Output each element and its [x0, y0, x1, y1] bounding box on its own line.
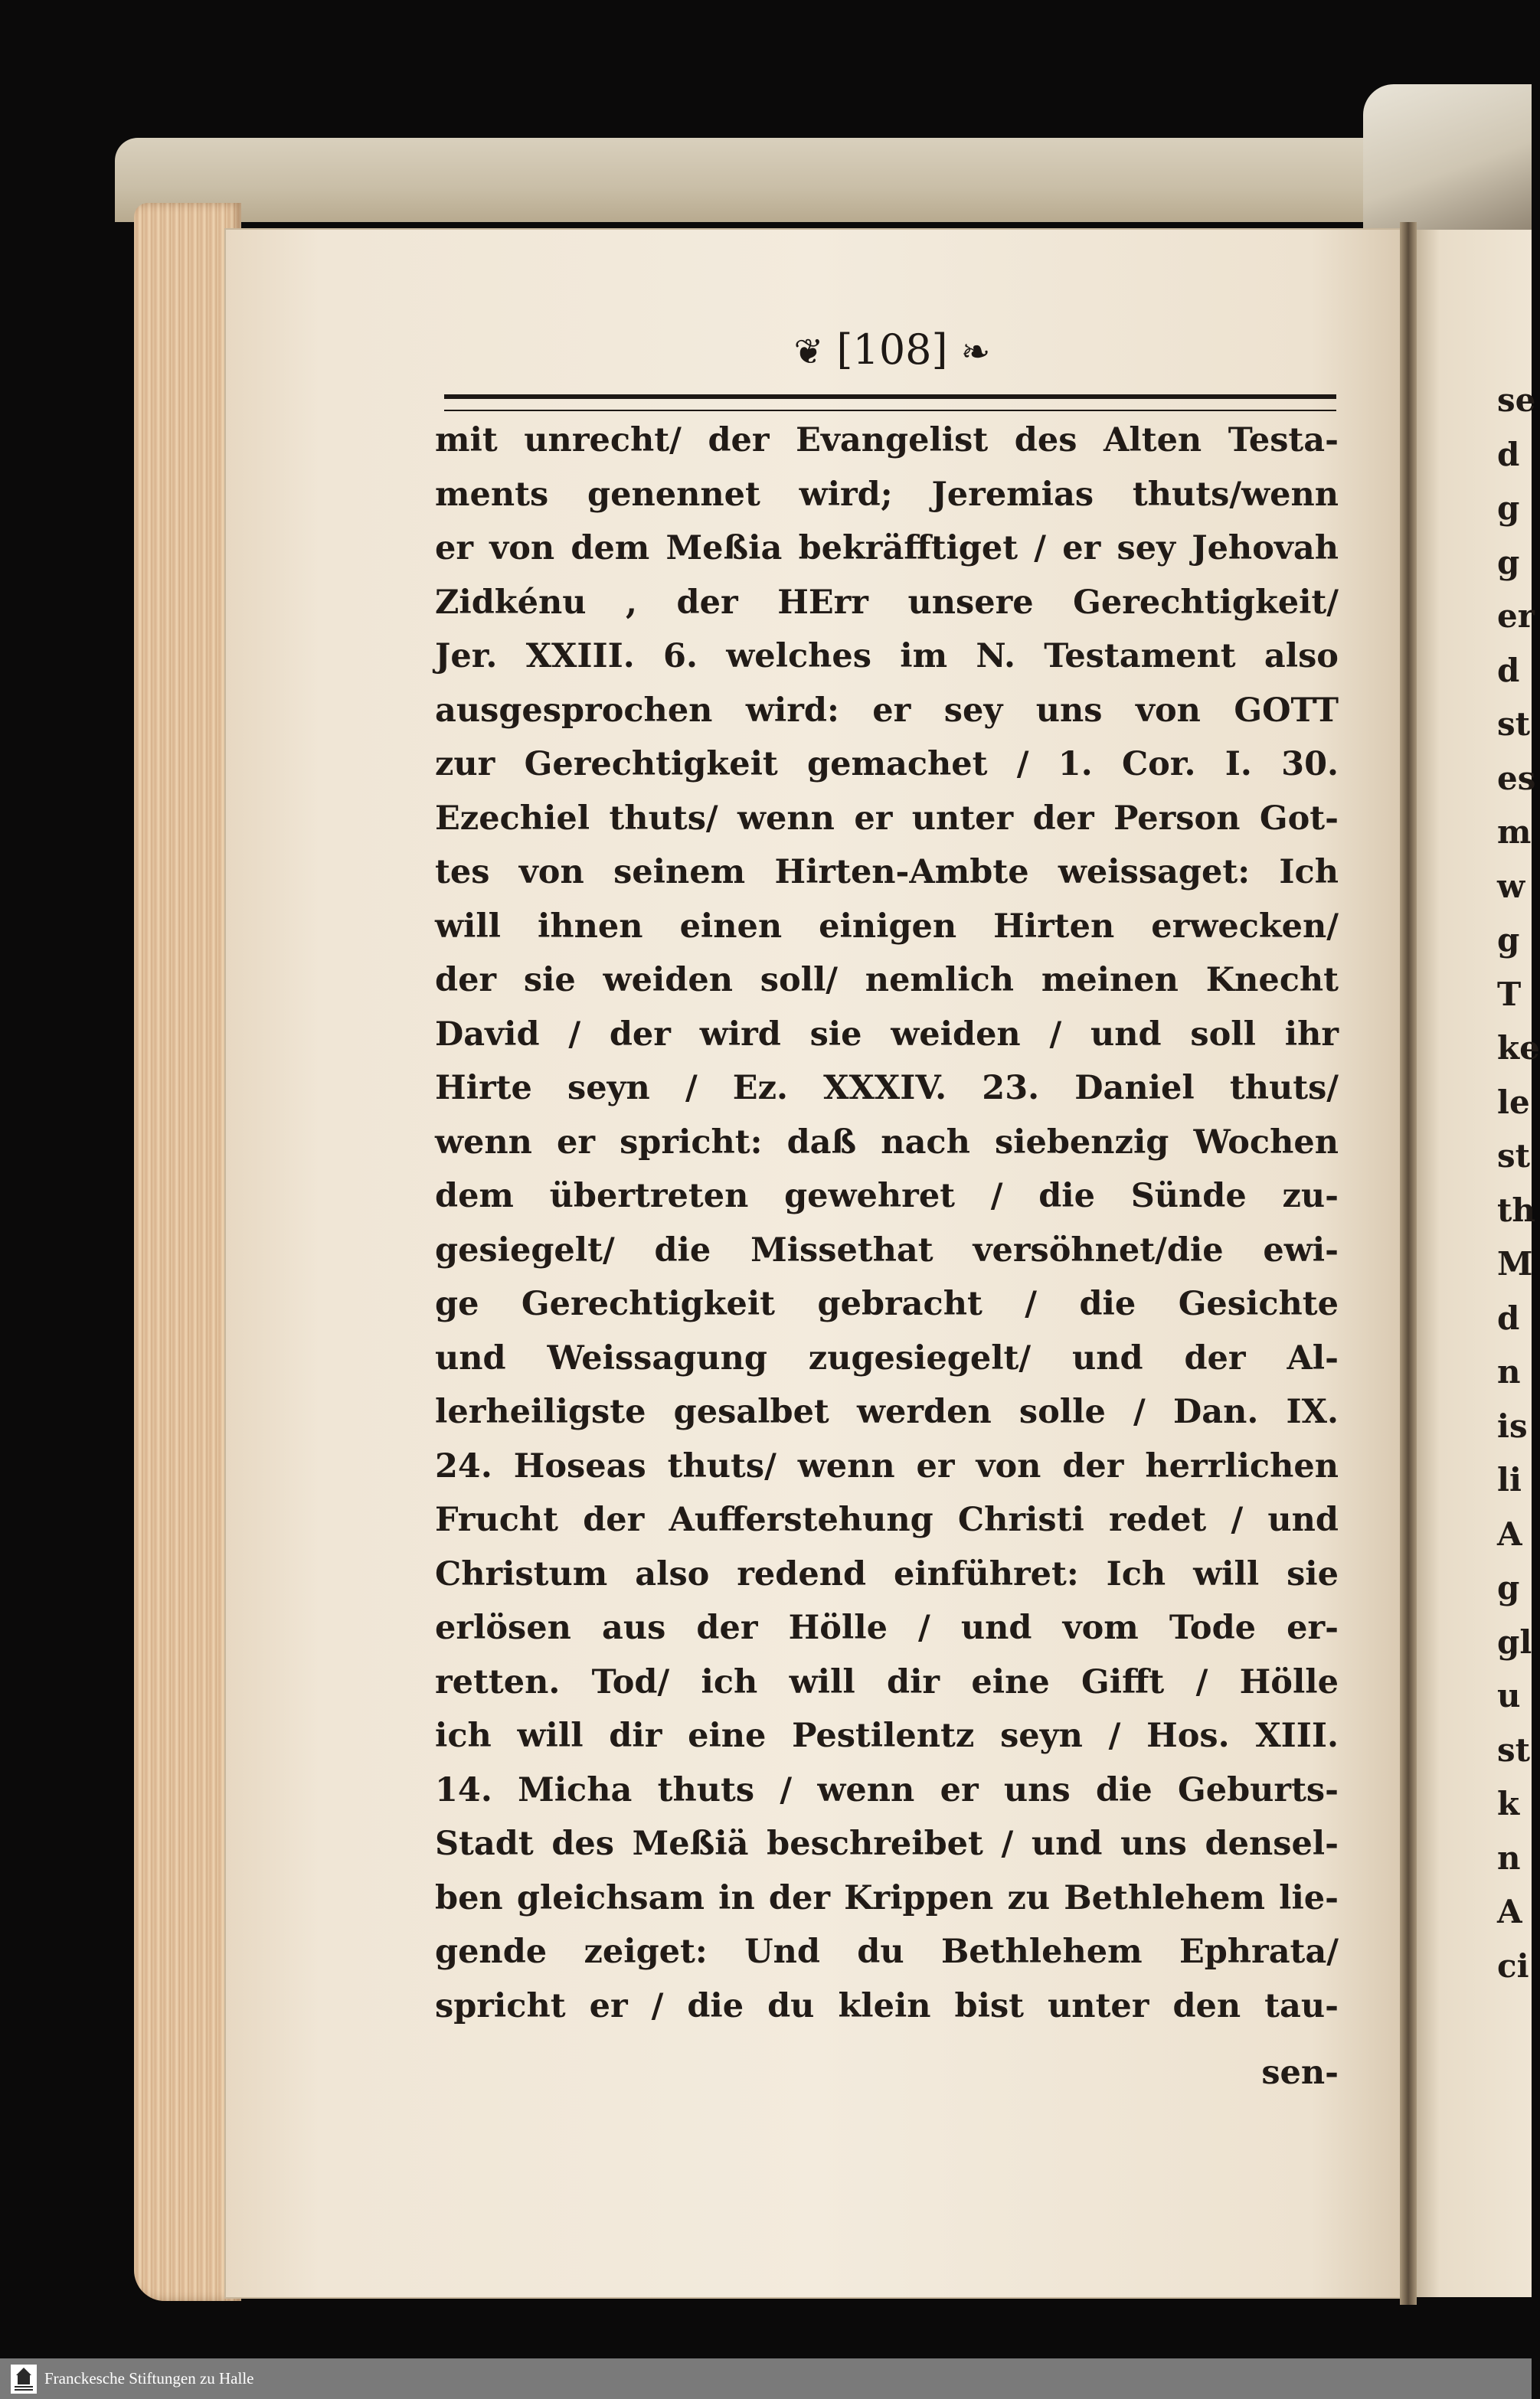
book-gutter [1400, 222, 1417, 2305]
text-line: David / der wird sie weiden / und soll ihr [435, 1015, 1339, 1054]
text-line: gesiegelt/ die Missethat versöhnet/die ewi- [435, 1231, 1339, 1270]
facing-fragment: g [1497, 543, 1520, 581]
facing-fragment: n [1497, 1838, 1521, 1877]
facing-fragment: li [1497, 1461, 1522, 1499]
facing-fragment: es [1497, 759, 1536, 797]
facing-fragment: A [1497, 1893, 1522, 1930]
facing-fragment: ci [1497, 1946, 1529, 1985]
text-line: wenn er spricht: daß nach siebenzig Wochen [435, 1123, 1339, 1162]
catchword: sen- [1261, 2054, 1339, 2092]
page-header [766, 325, 1018, 379]
facing-fragment: se [1497, 381, 1536, 419]
facing-fragment: le [1497, 1083, 1530, 1121]
text-line: und Weissagung zugesiegelt/ und der Al- [435, 1338, 1339, 1378]
facing-fragment: g [1497, 921, 1520, 959]
text-line: lerheiligste gesalbet werden solle / Dan. IX. [435, 1393, 1339, 1431]
facing-fragment: th [1497, 1191, 1535, 1229]
facing-fragment: ke [1497, 1029, 1540, 1067]
text-line: Stadt des Meßiä beschreibet / und uns densel- [435, 1825, 1339, 1863]
facing-fragment: u [1497, 1677, 1521, 1714]
facing-page-text [1497, 374, 1540, 1993]
facing-fragment: k [1497, 1785, 1520, 1822]
facing-fragment: st [1497, 1731, 1531, 1769]
text-line: ich will dir eine Pestilentz seyn / Hos. XIII. [435, 1717, 1339, 1755]
text-line: er von dem Meßia bekräfftiget / er sey Jehovah [435, 529, 1339, 567]
facing-fragment: d [1497, 651, 1520, 689]
text-line: retten. Tod/ ich will dir eine Gifft / Hölle [435, 1662, 1339, 1701]
institution-logo-icon [11, 2365, 37, 2394]
text-line: 24. Hoseas thuts/ wenn er von der herrlichen [435, 1446, 1339, 1485]
text-line: ausgesprochen wird: er sey uns von GOTT [435, 691, 1339, 730]
text-line: spricht er / die du klein bist unter den tau- [435, 1986, 1339, 2025]
text-line: der sie weiden soll/ nemlich meinen Knecht [435, 961, 1339, 999]
text-line: zur Gerechtigkeit gemachet / 1. Cor. I. 30. [435, 745, 1339, 783]
text-line: Jer. XXIII. 6. welches im N. Testament also [435, 637, 1339, 675]
text-line: will ihnen einen einigen Hirten erwecken/ [435, 907, 1339, 946]
facing-fragment: d [1497, 1299, 1520, 1337]
facing-fragment: d [1497, 435, 1520, 473]
footer-credit: Franckesche Stiftungen zu Halle [44, 2369, 254, 2388]
text-line: Christum also redend einführet: Ich will sie [435, 1554, 1339, 1593]
header-rule [444, 394, 1336, 411]
facing-fragment: A [1497, 1515, 1522, 1553]
text-line: Zidkénu , der HErr unsere Gerechtigkeit/ [435, 583, 1339, 622]
text-line: erlösen aus der Hölle / und vom Tode er- [435, 1609, 1339, 1647]
ornament-right-icon: ❧ [960, 331, 991, 372]
text-line: 14. Micha thuts / wenn er uns die Geburts- [435, 1770, 1339, 1809]
text-line: ge Gerechtigkeit gebracht / die Gesichte [435, 1285, 1339, 1323]
text-line: gende zeiget: Und du Bethlehem Ephrata/ [435, 1933, 1339, 1971]
facing-fragment: gl [1497, 1623, 1532, 1661]
facing-fragment: g [1497, 1569, 1520, 1606]
facing-fragment: M [1497, 1245, 1533, 1283]
facing-fragment: T [1497, 975, 1522, 1013]
facing-fragment: n [1497, 1353, 1521, 1391]
footer-bar [0, 2358, 1532, 2399]
ornament-left-icon: ❦ [793, 331, 824, 372]
facing-fragment: is [1497, 1407, 1528, 1445]
facing-fragment: m [1497, 813, 1532, 851]
book-spine-corner [1363, 84, 1532, 237]
text-line: ments genennet wird; Jeremias thuts/wenn [435, 475, 1339, 514]
page-number: [108] [836, 325, 948, 374]
text-line: Hirte seyn / Ez. XXXIV. 23. Daniel thuts/ [435, 1069, 1339, 1107]
text-line: ben gleichsam in der Krippen zu Bethlehem lie- [435, 1878, 1339, 1917]
book-top-edge [115, 138, 1532, 222]
facing-fragment: er [1497, 597, 1535, 635]
text-line: Ezechiel thuts/ wenn er unter der Person Got- [435, 799, 1339, 838]
page-stack-edge [134, 203, 241, 2301]
text-line: mit unrecht/ der Evangelist des Alten Testa- [435, 421, 1339, 459]
facing-fragment: g [1497, 489, 1520, 527]
facing-fragment: st [1497, 705, 1531, 743]
facing-fragment: st [1497, 1137, 1531, 1175]
facing-fragment: w [1497, 867, 1525, 905]
page-body-text [435, 413, 1339, 2033]
text-line: dem übertreten gewehret / die Sünde zu- [435, 1177, 1339, 1215]
text-line: tes von seinem Hirten-Ambte weissaget: Ich [435, 853, 1339, 891]
text-line: Frucht der Aufferstehung Christi redet / und [435, 1501, 1339, 1539]
